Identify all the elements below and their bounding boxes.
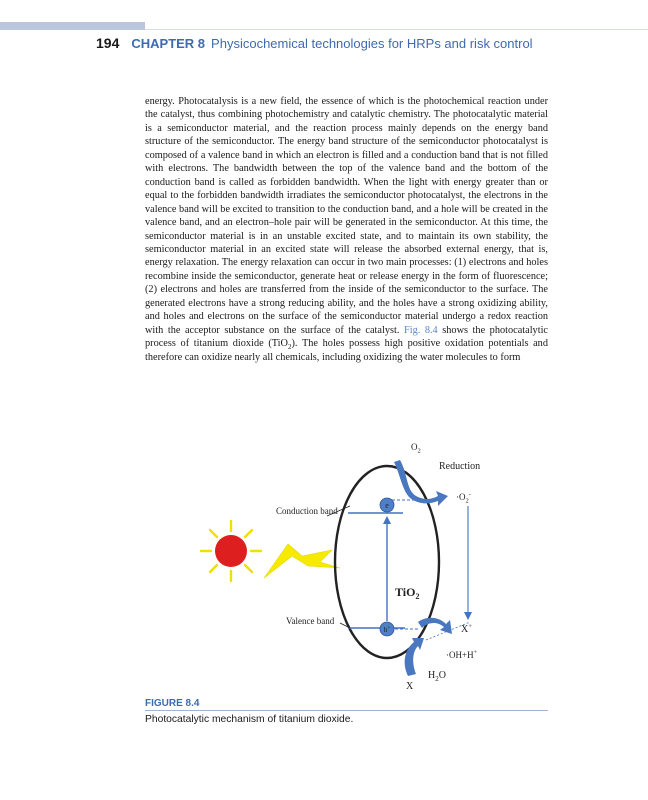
running-header bbox=[96, 35, 533, 53]
body-text-continuation: shows the photocatalytic process of titanium dioxide (TiO bbox=[145, 324, 549, 350]
water-oxidation-arrow bbox=[405, 638, 424, 676]
figure-caption-text: Photocatalytic mechanism of titanium dioxide. bbox=[145, 714, 354, 725]
chapter-title: Physicochemical technologies for HRPs and risk control bbox=[211, 36, 533, 51]
header-rule bbox=[145, 29, 648, 30]
figure-diagram bbox=[190, 438, 510, 693]
figure-caption-label: FIGURE 8.4 bbox=[145, 698, 200, 709]
page-number: 194 bbox=[96, 35, 120, 51]
x-plus-label: X+ bbox=[461, 623, 472, 635]
electron-label: e bbox=[385, 501, 389, 510]
sun-ray bbox=[245, 530, 252, 537]
body-paragraph bbox=[145, 95, 548, 364]
sun-ray bbox=[245, 565, 252, 572]
sun-ray bbox=[210, 565, 217, 572]
header-accent-bar bbox=[0, 22, 145, 30]
figure-reference-link[interactable]: Fig. 8.4 bbox=[403, 324, 438, 336]
hole-label: h+ bbox=[383, 625, 391, 634]
tio2-label: TiO$_2$ bbox=[395, 585, 420, 601]
valence-band-label: Valence band bbox=[286, 616, 335, 626]
chapter-label: CHAPTER 8 bbox=[131, 36, 206, 51]
caption-rule bbox=[145, 710, 548, 711]
figure-photocatalysis bbox=[190, 438, 510, 693]
sun-icon bbox=[215, 535, 247, 567]
hydroxyl-label: ·OH+H+ bbox=[446, 649, 478, 660]
body-subscript: 2 bbox=[287, 343, 292, 352]
body-text-end: ). The holes possess high positive oxidation potentials and therefore can oxidize nearly all chemicals, including oxidizing the water molecules to form bbox=[145, 338, 548, 363]
lightning-icon bbox=[264, 544, 340, 578]
water-label: $H_2O$ bbox=[428, 670, 446, 683]
conduction-band-label: Conduction band bbox=[276, 506, 338, 516]
superoxide-label: $\cdot O_2^-$ bbox=[456, 491, 471, 505]
x-label: X bbox=[406, 681, 414, 692]
reduction-label: Reduction bbox=[439, 461, 481, 472]
sun-ray bbox=[210, 530, 217, 537]
oxygen-label: $O_2$ bbox=[411, 442, 421, 455]
body-text-main: energy. Photocatalysis is a new field, the essence of which is the photochemical reaction under the catalyst, thus combining photochemistry and catalytic chemistry. The photocatalytic material is a semiconductor material, and the reaction process mainly depends on the energy band structure of the semiconductor. The energy band structure of the semiconductor photocatalyst is composed of a valence band in which an electron is filled and a conduction band that is not filled with electrons. The bandwidth between the top of the valence band and the bottom of the conduction band is called as forbidden bandwidth. When the light with energy greater than or equal to the forbidden bandwidth irradiates the semiconductor photocatalyst, the electrons in the valence band will be excited to transition to the conduction band, and a hole will be created in the valence band, and an electron–hole pair will be generated in the semiconductor. At this time, the semiconductor material is in an unstable excited state, and to maintain its own stability, the semiconductor material in an excited state will release the absorbed external energy, that is, energy relaxation. The energy relaxation can occur in two main processes: (1) electrons and holes recombine inside the semiconductor, generate heat or release energy in the form of fluorescence; (2) electrons and holes are transferred from the inside of the semiconductor to the surface. The generated electrons have a strong reducing ability, and the holes have a strong oxidizing ability, and holes and electrons on the surface of the semiconductor material undergo a redox reaction with the acceptor substance on the surface of the catalyst. bbox=[145, 96, 548, 336]
